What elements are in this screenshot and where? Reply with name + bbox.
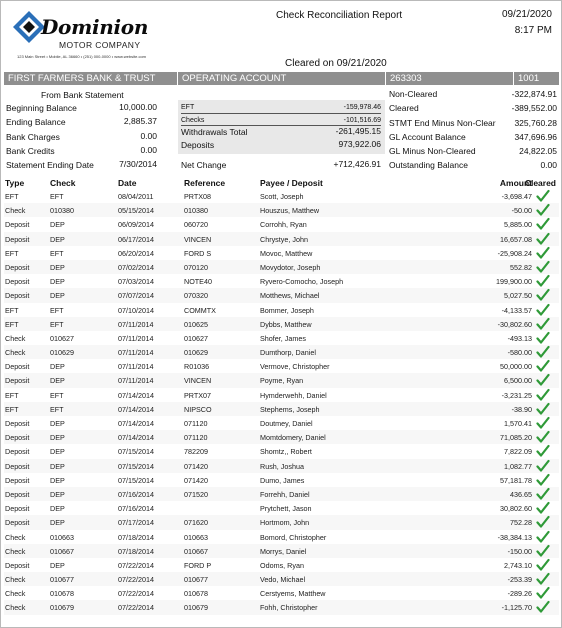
row-check-number: DEP: [50, 433, 65, 443]
row-type: Check: [5, 206, 26, 216]
row-date: 06/20/2014: [118, 248, 154, 258]
row-payee: Stephems, Joseph: [260, 404, 320, 414]
row-type: Deposit: [5, 560, 30, 570]
cleared-check-icon[interactable]: [536, 444, 550, 458]
row-check-number: DEP: [50, 447, 65, 457]
row-amount: 6,500.00: [504, 376, 532, 386]
row-date: 07/10/2014: [118, 305, 154, 315]
row-reference: 010627: [184, 333, 208, 343]
row-amount: 2,743.10: [504, 560, 532, 570]
header-cleared: Cleared: [524, 178, 556, 188]
row-payee: Fohh, Christopher: [260, 603, 318, 613]
table-row: [4, 317, 559, 331]
checks-label: Checks: [181, 117, 205, 124]
row-check-number: 010627: [50, 333, 74, 343]
cleared-check-icon[interactable]: [536, 388, 550, 402]
net-change-label: Net Change: [181, 160, 227, 170]
cleared-check-icon[interactable]: [536, 189, 550, 203]
eft-label: EFT: [181, 104, 195, 111]
cleared-check-icon[interactable]: [536, 501, 550, 515]
table-row: [4, 600, 559, 614]
row-type: Deposit: [5, 262, 30, 272]
row-date: 07/22/2014: [118, 603, 154, 613]
header-reference: Reference: [184, 178, 226, 188]
table-row: [4, 515, 559, 529]
row-check-number: 010679: [50, 603, 74, 613]
table-row: [4, 303, 559, 317]
statement-ending-date-value: 7/30/2014: [119, 159, 157, 169]
row-type: EFT: [5, 390, 19, 400]
cleared-check-icon[interactable]: [536, 345, 550, 359]
cleared-check-icon[interactable]: [536, 430, 550, 444]
row-date: 07/16/2014: [118, 489, 154, 499]
row-amount: -25,908.24: [497, 248, 532, 258]
row-reference: 010663: [184, 532, 208, 542]
table-row: [4, 232, 559, 246]
row-check-number: 010663: [50, 532, 74, 542]
cleared-check-icon[interactable]: [536, 260, 550, 274]
row-amount: -150.00: [507, 546, 532, 556]
row-type: Deposit: [5, 447, 30, 457]
row-check-number: DEP: [50, 489, 65, 499]
outstanding-balance-value: 0.00: [540, 160, 557, 170]
table-row: [4, 331, 559, 345]
row-amount: 752.28: [510, 518, 532, 528]
cleared-check-icon[interactable]: [536, 416, 550, 430]
cleared-check-icon[interactable]: [536, 515, 550, 529]
row-type: EFT: [5, 192, 19, 201]
row-date: 07/11/2014: [118, 376, 154, 386]
row-amount: -38.90: [511, 404, 532, 414]
table-row: [4, 501, 559, 515]
row-date: 07/11/2014: [118, 319, 154, 329]
row-date: 07/22/2014: [118, 589, 154, 599]
row-type: EFT: [5, 404, 19, 414]
table-row: [4, 189, 559, 203]
cleared-check-icon[interactable]: [536, 544, 550, 558]
gl-account-balance-label: GL Account Balance: [389, 132, 466, 142]
table-row: [4, 544, 559, 558]
cleared-check-icon[interactable]: [536, 359, 550, 373]
row-amount: -253.39: [507, 575, 532, 585]
cleared-check-icon[interactable]: [536, 317, 550, 331]
row-type: Deposit: [5, 461, 30, 471]
row-payee: Odoms, Ryan: [260, 560, 304, 570]
transactions-table: [4, 189, 559, 615]
row-check-number: DEP: [50, 461, 65, 471]
table-row: [4, 274, 559, 288]
deposits-value: 973,922.06: [338, 139, 381, 149]
row-type: Deposit: [5, 433, 30, 443]
table-row: [4, 260, 559, 274]
row-check-number: EFT: [50, 404, 64, 414]
row-type: Check: [5, 575, 26, 585]
cleared-check-icon[interactable]: [536, 402, 550, 416]
row-date: 07/11/2014: [118, 362, 154, 372]
row-amount: 199,900.00: [496, 277, 532, 287]
row-check-number: 010677: [50, 575, 74, 585]
row-date: 06/17/2014: [118, 234, 154, 244]
cleared-check-icon[interactable]: [536, 530, 550, 544]
row-payee: Motthews, Michael: [260, 291, 320, 301]
header-type: Type: [5, 178, 25, 188]
cleared-check-icon[interactable]: [536, 373, 550, 387]
cleared-check-icon[interactable]: [536, 459, 550, 473]
row-type: Deposit: [5, 376, 30, 386]
transactions-header: [4, 177, 559, 189]
row-type: Check: [5, 603, 26, 613]
row-payee: Momtdomery, Daniel: [260, 433, 326, 443]
row-date: 07/17/2014: [118, 518, 154, 528]
eft-value: -159,978.46: [343, 104, 381, 111]
row-amount: 50,000.00: [500, 362, 532, 372]
row-payee: Rush, Joshua: [260, 461, 304, 471]
row-payee: Vedo, Michael: [260, 575, 306, 585]
row-reference: 010667: [184, 546, 208, 556]
cleared-check-icon[interactable]: [536, 303, 550, 317]
row-amount: 5,885.00: [504, 220, 532, 230]
bank-credits-label: Bank Credits: [6, 146, 55, 156]
row-amount: 30,802.60: [500, 504, 532, 514]
beginning-balance-label: Beginning Balance: [6, 103, 77, 113]
gl-minus-non-cleared-label: GL Minus Non-Cleared: [389, 146, 476, 156]
row-payee: Dybbs, Matthew: [260, 319, 312, 329]
cleared-label: Cleared: [389, 103, 419, 113]
row-date: 07/14/2014: [118, 404, 154, 414]
row-date: 07/15/2014: [118, 461, 154, 471]
table-row: [4, 217, 559, 231]
row-check-number: 010667: [50, 546, 74, 556]
row-payee: Scott, Joseph: [260, 192, 304, 201]
row-reference: PRTX08: [184, 192, 212, 201]
row-reference: 071520: [184, 489, 208, 499]
row-date: 07/11/2014: [118, 348, 154, 358]
row-payee: Morrys, Daniel: [260, 546, 307, 556]
ending-balance-value: 2,885.37: [123, 116, 157, 126]
non-cleared-label: Non-Cleared: [389, 89, 438, 99]
bank-charges-label: Bank Charges: [6, 132, 60, 142]
row-check-number: DEP: [50, 376, 65, 386]
table-row: [4, 487, 559, 501]
header-payee: Payee / Deposit: [260, 178, 323, 188]
company-address: 123 Main Street • Mobile, AL 36660 • (251) 000-0000 • www.website.com: [17, 54, 147, 59]
header-amount: Amount: [499, 178, 532, 188]
checks-value: -101,516.69: [343, 117, 381, 124]
cleared-check-icon[interactable]: [536, 203, 550, 217]
outstanding-balance-label: Outstanding Balance: [389, 160, 468, 170]
ending-balance-label: Ending Balance: [6, 117, 66, 127]
row-check-number: EFT: [50, 248, 64, 258]
row-type: Deposit: [5, 489, 30, 499]
row-reference: 060720: [184, 220, 208, 230]
table-row: [4, 246, 559, 260]
gl-minus-non-cleared-value: 24,822.05: [519, 146, 557, 156]
row-date: 07/18/2014: [118, 546, 154, 556]
cleared-check-icon[interactable]: [536, 558, 550, 572]
row-check-number: DEP: [50, 518, 65, 528]
row-payee: Cerstyems, Matthew: [260, 589, 326, 599]
row-check-number: DEP: [50, 234, 65, 244]
row-payee: Doutmey, Daniel: [260, 419, 313, 428]
row-amount: -3,698.47: [501, 192, 532, 201]
divider: [181, 113, 381, 114]
row-amount: -4,133.57: [501, 305, 532, 315]
header-date: Date: [118, 178, 137, 188]
cleared-check-icon[interactable]: [536, 274, 550, 288]
bank-charges-value: 0.00: [140, 131, 157, 141]
row-reference: 010677: [184, 575, 208, 585]
row-check-number: DEP: [50, 419, 65, 428]
row-type: Deposit: [5, 220, 30, 230]
row-amount: 1,082.77: [504, 461, 532, 471]
cleared-check-icon[interactable]: [536, 246, 550, 260]
row-date: 07/03/2014: [118, 277, 154, 287]
row-payee: Forrehh, Daniel: [260, 489, 310, 499]
table-row: [4, 530, 559, 544]
row-date: 07/14/2014: [118, 390, 154, 400]
row-type: Deposit: [5, 362, 30, 372]
row-amount: -38,384.13: [497, 532, 532, 542]
row-amount: -30,802.60: [497, 319, 532, 329]
table-row: [4, 373, 559, 387]
row-amount: 436.65: [510, 489, 532, 499]
row-check-number: DEP: [50, 362, 65, 372]
report-time: 8:17 PM: [514, 25, 552, 36]
row-type: EFT: [5, 319, 19, 329]
row-amount: 5,027.50: [504, 291, 532, 301]
row-reference: 071620: [184, 518, 208, 528]
row-date: 07/16/2014: [118, 504, 154, 514]
row-reference: FORD P: [184, 560, 212, 570]
row-amount: -3,231.25: [501, 390, 532, 400]
row-reference: 071420: [184, 475, 208, 485]
bank-credits-value: 0.00: [140, 145, 157, 155]
table-row: [4, 388, 559, 402]
row-reference: VINCEN: [184, 376, 212, 386]
row-amount: -50.00: [511, 206, 532, 216]
account-code-bar: 1001: [514, 72, 559, 85]
table-row: [4, 473, 559, 487]
row-amount: 7,822.09: [504, 447, 532, 457]
row-type: Deposit: [5, 234, 30, 244]
stmt-end-minus-non-clear-label: STMT End Minus Non-Clear: [389, 118, 496, 128]
row-amount: 552.82: [510, 262, 532, 272]
row-payee: Shofer, James: [260, 333, 306, 343]
row-amount: -1,125.70: [501, 603, 532, 613]
row-type: Deposit: [5, 277, 30, 287]
row-type: Deposit: [5, 291, 30, 301]
row-date: 07/18/2014: [118, 532, 154, 542]
row-payee: Dumo, James: [260, 475, 305, 485]
row-amount: 57,181.78: [500, 475, 532, 485]
row-check-number: DEP: [50, 291, 65, 301]
row-date: 07/15/2014: [118, 475, 154, 485]
cleared-check-icon[interactable]: [536, 331, 550, 345]
account-number-bar: 263303: [386, 72, 513, 85]
cleared-check-icon[interactable]: [536, 586, 550, 600]
cleared-check-icon[interactable]: [536, 217, 550, 231]
row-check-number: DEP: [50, 504, 65, 514]
row-reference: 071120: [184, 433, 208, 443]
row-reference: 010679: [184, 603, 208, 613]
row-payee: Poyme, Ryan: [260, 376, 304, 386]
row-payee: Hymderwehh, Daniel: [260, 390, 327, 400]
row-type: EFT: [5, 305, 19, 315]
row-reference: 070320: [184, 291, 208, 301]
cleared-check-icon[interactable]: [536, 487, 550, 501]
row-reference: 070120: [184, 262, 208, 272]
header-check: Check: [50, 178, 76, 188]
row-type: Check: [5, 546, 26, 556]
cleared-check-icon[interactable]: [536, 473, 550, 487]
statement-ending-date-label: Statement Ending Date: [6, 160, 94, 170]
row-payee: Houszus, Matthew: [260, 206, 320, 216]
row-check-number: DEP: [50, 560, 65, 570]
row-reference: VINCEN: [184, 234, 212, 244]
row-reference: 782209: [184, 447, 208, 457]
table-row: [4, 459, 559, 473]
row-date: 05/15/2014: [118, 206, 154, 216]
row-amount: -580.00: [507, 348, 532, 358]
cleared-check-icon[interactable]: [536, 232, 550, 246]
row-payee: Prytchett, Jason: [260, 504, 312, 514]
table-row: [4, 203, 559, 217]
row-check-number: EFT: [50, 319, 64, 329]
row-type: Check: [5, 589, 26, 599]
row-reference: COMMTX: [184, 305, 216, 315]
row-payee: Dumthorp, Daniel: [260, 348, 316, 358]
row-reference: 010625: [184, 319, 208, 329]
row-date: 07/22/2014: [118, 560, 154, 570]
row-type: Deposit: [5, 504, 30, 514]
cleared-check-icon[interactable]: [536, 600, 550, 614]
row-type: Check: [5, 333, 26, 343]
row-check-number: DEP: [50, 262, 65, 272]
report-date: 09/21/2020: [501, 9, 552, 20]
row-date: 07/02/2014: [118, 262, 154, 272]
cleared-check-icon[interactable]: [536, 572, 550, 586]
row-reference: FORD S: [184, 248, 212, 258]
table-row: [4, 572, 559, 586]
stmt-end-minus-non-clear-value: 325,760.28: [514, 118, 557, 128]
row-reference: NOTE40: [184, 277, 212, 287]
account-name-bar: OPERATING ACCOUNT: [178, 72, 385, 85]
row-reference: PRTX07: [184, 390, 212, 400]
table-row: [4, 444, 559, 458]
row-amount: -493.13: [507, 333, 532, 343]
cleared-on-date: Cleared on 09/21/2020: [285, 58, 387, 69]
row-reference: NIPSCO: [184, 404, 212, 414]
table-row: [4, 345, 559, 359]
table-row: [4, 402, 559, 416]
row-type: Check: [5, 532, 26, 542]
row-check-number: DEP: [50, 277, 65, 287]
row-date: 08/04/2011: [118, 192, 154, 201]
table-row: [4, 558, 559, 572]
row-payee: Hortmom, John: [260, 518, 310, 528]
row-date: 07/14/2014: [118, 419, 154, 428]
row-check-number: 010678: [50, 589, 74, 599]
row-payee: Bommer, Joseph: [260, 305, 314, 315]
table-row: [4, 359, 559, 373]
bank-name-bar: FIRST FARMERS BANK & TRUST: [4, 72, 177, 85]
row-type: Check: [5, 348, 26, 358]
cleared-check-icon[interactable]: [536, 288, 550, 302]
row-payee: Corrohh, Ryan: [260, 220, 307, 230]
row-check-number: EFT: [50, 192, 64, 201]
row-payee: Ryvero-Comocho, Joseph: [260, 277, 344, 287]
table-row: [4, 416, 559, 430]
bank-statement-heading: From Bank Statement: [41, 90, 124, 100]
row-reference: 010678: [184, 589, 208, 599]
row-type: Deposit: [5, 419, 30, 428]
row-payee: Shomtz,, Robert: [260, 447, 312, 457]
row-payee: Chrystye, John: [260, 234, 308, 244]
row-reference: 010629: [184, 348, 208, 358]
company-name: Dominion: [41, 15, 149, 39]
row-payee: Vermove, Christopher: [260, 362, 330, 372]
cleared-value: -389,552.00: [511, 103, 557, 113]
row-date: 07/15/2014: [118, 447, 154, 457]
row-reference: R01036: [184, 362, 210, 372]
row-date: 07/22/2014: [118, 575, 154, 585]
non-cleared-value: -322,874.91: [511, 89, 557, 99]
beginning-balance-value: 10,000.00: [119, 102, 157, 112]
withdrawals-total-label: Withdrawals Total: [181, 127, 248, 137]
row-check-number: 010629: [50, 348, 74, 358]
row-type: EFT: [5, 248, 19, 258]
gl-account-balance-value: 347,696.96: [514, 132, 557, 142]
company-logo: [11, 7, 161, 65]
row-check-number: EFT: [50, 390, 64, 400]
withdrawals-total-value: -261,495.15: [335, 126, 381, 136]
table-row: [4, 586, 559, 600]
row-reference: 010380: [184, 206, 208, 216]
report-title: Check Reconciliation Report: [276, 10, 403, 21]
deposits-label: Deposits: [181, 140, 215, 150]
table-row: [4, 430, 559, 444]
row-date: 06/09/2014: [118, 220, 154, 230]
row-payee: Movydotor, Joseph: [260, 262, 321, 272]
row-amount: -289.26: [507, 589, 532, 599]
row-reference: 071120: [184, 419, 208, 428]
row-amount: 71,085.20: [500, 433, 532, 443]
table-row: [4, 288, 559, 302]
row-date: 07/11/2014: [118, 333, 154, 343]
row-payee: Movoc, Matthew: [260, 248, 313, 258]
row-check-number: DEP: [50, 220, 65, 230]
row-payee: Bomord, Christopher: [260, 532, 327, 542]
row-check-number: EFT: [50, 305, 64, 315]
row-amount: 16,657.08: [500, 234, 532, 244]
row-date: 07/14/2014: [118, 433, 154, 443]
net-change-value: +712,426.91: [333, 159, 381, 169]
company-subtitle: MOTOR COMPANY: [59, 40, 141, 50]
row-type: Deposit: [5, 518, 30, 528]
row-amount: 1,570.41: [504, 419, 532, 428]
row-check-number: DEP: [50, 475, 65, 485]
row-type: Deposit: [5, 475, 30, 485]
row-reference: 071420: [184, 461, 208, 471]
row-date: 07/07/2014: [118, 291, 154, 301]
row-check-number: 010380: [50, 206, 74, 216]
